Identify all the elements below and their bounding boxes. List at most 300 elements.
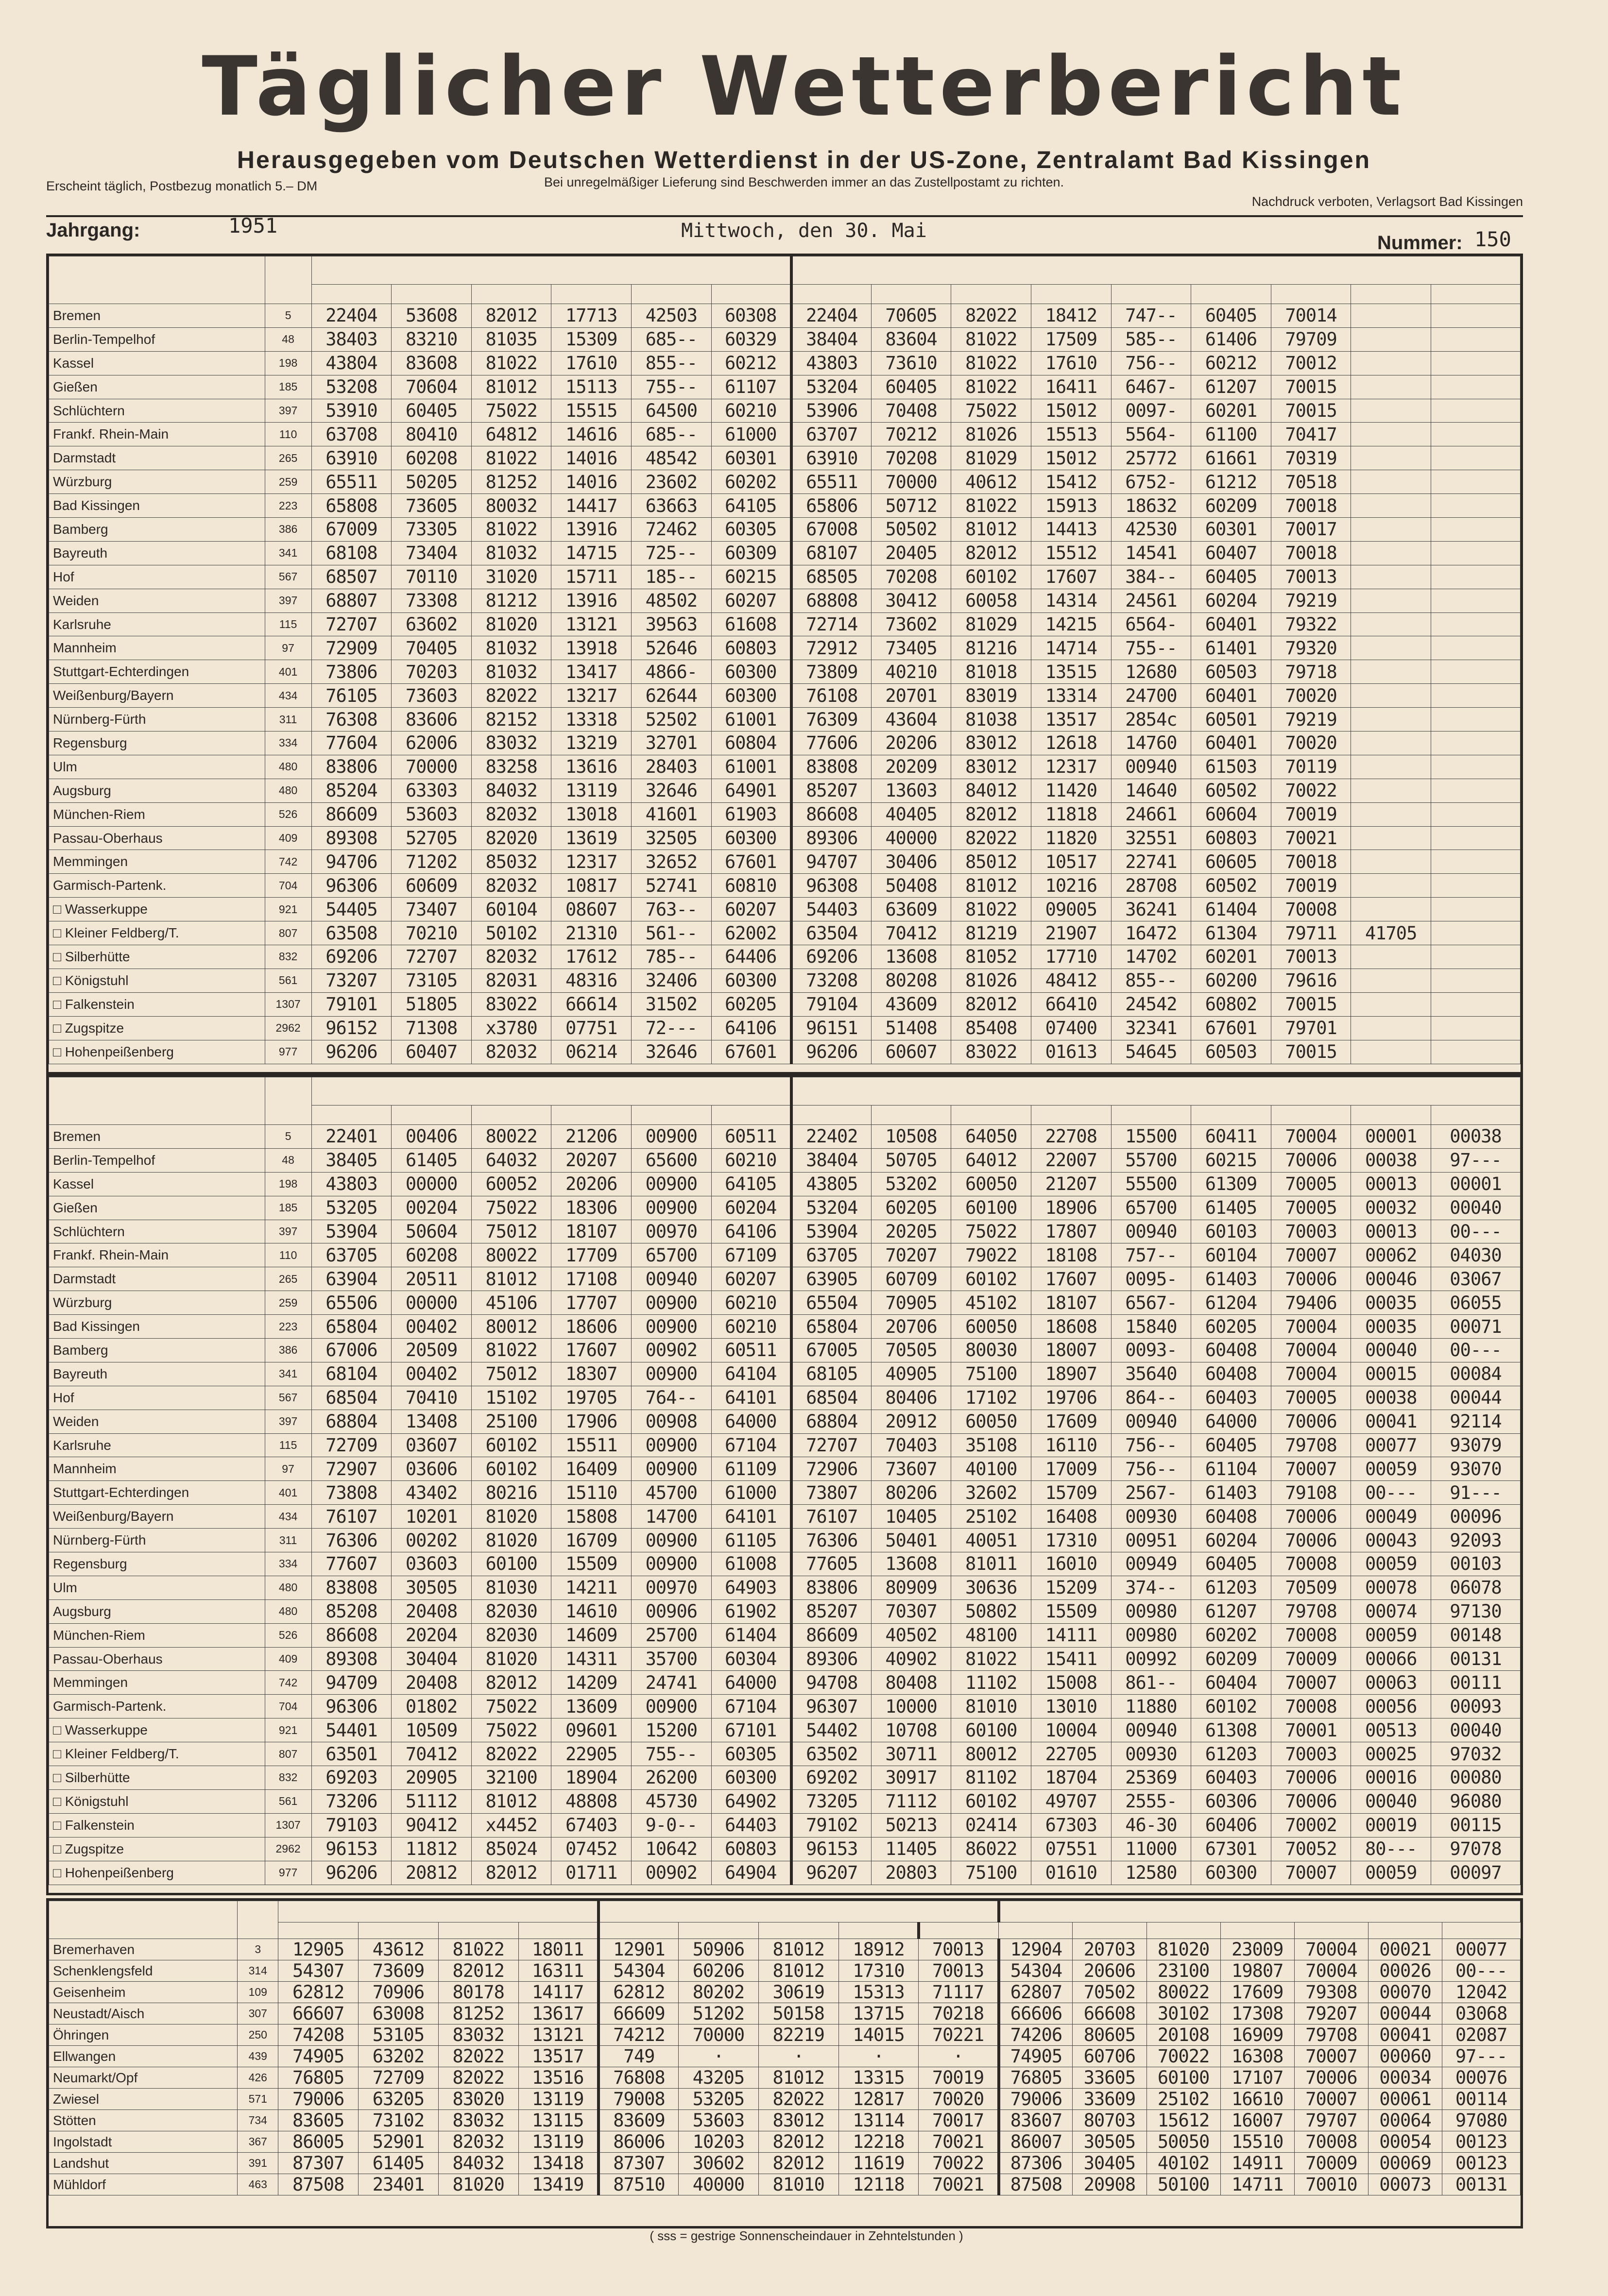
value-cell: 60401 <box>1191 684 1271 708</box>
value-cell: 855-- <box>1111 969 1191 992</box>
column-header <box>311 285 392 304</box>
value-cell <box>1351 874 1431 898</box>
value-cell: 80022 <box>1146 1982 1220 2003</box>
station-name: Bayreuth <box>49 1362 265 1386</box>
value-cell: 61406 <box>1191 327 1271 351</box>
value-cell: 00940 <box>1111 1718 1191 1742</box>
header-corner <box>49 256 265 304</box>
table-row <box>49 802 1521 826</box>
value-cell: 61107 <box>711 375 791 399</box>
station-name: Mannheim <box>49 636 265 660</box>
value-cell: 17906 <box>551 1410 632 1433</box>
value-cell: 71117 <box>919 1982 999 2003</box>
value-cell: 73308 <box>392 589 472 612</box>
value-cell: 74206 <box>999 2024 1073 2046</box>
value-cell: 21206 <box>551 1125 632 1149</box>
value-cell: 64000 <box>1191 1410 1271 1433</box>
value-cell: 14700 <box>632 1505 712 1529</box>
value-cell: 70019 <box>1271 802 1351 826</box>
value-cell: 82152 <box>471 708 551 731</box>
value-cell: 61001 <box>711 708 791 731</box>
value-cell <box>1431 850 1520 874</box>
value-cell: 82032 <box>471 1040 551 1064</box>
value-cell: 60210 <box>711 1148 791 1172</box>
value-cell: 13219 <box>551 731 632 755</box>
value-cell: 00402 <box>392 1315 472 1339</box>
station-height: 807 <box>265 921 311 945</box>
value-cell: 74212 <box>599 2024 679 2046</box>
value-cell: 64101 <box>711 1386 791 1410</box>
table-row <box>49 2153 1521 2174</box>
value-cell: 75100 <box>951 1362 1031 1386</box>
value-cell: 70013 <box>1271 565 1351 589</box>
column-header <box>1294 1922 1368 1939</box>
value-cell: 17610 <box>1031 351 1112 375</box>
value-cell: 70007 <box>1294 2046 1368 2067</box>
value-cell: 83012 <box>758 2110 838 2131</box>
value-cell: 97078 <box>1431 1837 1520 1861</box>
value-cell: 60502 <box>1191 779 1271 802</box>
value-cell: 70906 <box>359 1982 439 2003</box>
station-height: 434 <box>265 1505 311 1529</box>
value-cell: 43803 <box>791 351 872 375</box>
value-cell: 13916 <box>551 589 632 612</box>
value-cell <box>1351 423 1431 446</box>
value-cell: 61109 <box>711 1457 791 1481</box>
value-cell: 43402 <box>392 1481 472 1505</box>
value-cell: 87306 <box>999 2153 1073 2174</box>
value-cell: 60102 <box>951 565 1031 589</box>
value-cell: 20701 <box>871 684 951 708</box>
value-cell: 73807 <box>791 1481 872 1505</box>
value-cell: 28403 <box>632 755 712 779</box>
value-cell: 00402 <box>392 1362 472 1386</box>
value-cell: 80012 <box>951 1742 1031 1766</box>
value-cell: 82020 <box>471 826 551 850</box>
station-name: Frankf. Rhein-Main <box>49 423 265 446</box>
value-cell: · <box>919 2046 999 2067</box>
value-cell: 83020 <box>438 2089 518 2110</box>
station-name: Darmstadt <box>49 1267 265 1291</box>
value-cell: 14610 <box>551 1599 632 1623</box>
value-cell: 14016 <box>551 470 632 494</box>
value-cell: 13318 <box>551 708 632 731</box>
value-cell: 61403 <box>1191 1267 1271 1291</box>
value-cell: 00103 <box>1431 1552 1520 1576</box>
value-cell: 70006 <box>1271 1148 1351 1172</box>
table-row <box>49 423 1521 446</box>
station-name: Schlüchtern <box>49 399 265 423</box>
value-cell: 83608 <box>392 351 472 375</box>
column-header <box>311 1105 392 1125</box>
value-cell: 60204 <box>1191 1529 1271 1552</box>
value-cell: 00060 <box>1369 2046 1442 2067</box>
value-cell: 14015 <box>838 2024 919 2046</box>
value-cell: 61403 <box>1191 1481 1271 1505</box>
value-cell: 00930 <box>1111 1505 1191 1529</box>
table-row <box>49 636 1521 660</box>
value-cell: 20511 <box>392 1267 472 1291</box>
value-cell: 10508 <box>871 1125 951 1149</box>
value-cell: 30619 <box>758 1982 838 2003</box>
footer-note: ( sss = gestrige Sonnenscheindauer in Zehntelstunden ) <box>650 2228 963 2243</box>
value-cell: 00951 <box>1111 1529 1191 1552</box>
value-cell: 79104 <box>791 992 872 1016</box>
value-cell: 15808 <box>551 1505 632 1529</box>
value-cell: 01610 <box>1031 1861 1112 1885</box>
header-title-1 <box>278 1901 599 1922</box>
value-cell: 81029 <box>951 612 1031 636</box>
station-height: 742 <box>265 850 311 874</box>
value-cell: 82012 <box>951 541 1031 565</box>
value-cell: 00049 <box>1351 1505 1431 1529</box>
value-cell: 64050 <box>951 1125 1031 1149</box>
nummer-value: 150 <box>1474 227 1511 251</box>
value-cell: 52741 <box>632 874 712 898</box>
value-cell: · <box>838 2046 919 2067</box>
value-cell: 00059 <box>1351 1552 1431 1576</box>
value-cell: 68107 <box>791 541 872 565</box>
value-cell: 15913 <box>1031 494 1112 518</box>
value-cell: 54304 <box>599 1960 679 1982</box>
value-cell: 15412 <box>1031 470 1112 494</box>
value-cell: 70015 <box>1271 375 1351 399</box>
value-cell: 20205 <box>871 1220 951 1243</box>
value-cell: 22708 <box>1031 1125 1112 1149</box>
value-cell <box>1351 518 1431 542</box>
table-row <box>49 1220 1521 1243</box>
value-cell: 80703 <box>1073 2110 1146 2131</box>
value-cell: 21207 <box>1031 1172 1112 1196</box>
station-height: 742 <box>265 1671 311 1695</box>
value-cell: 20509 <box>392 1339 472 1362</box>
station-name: Frankf. Rhein-Main <box>49 1243 265 1267</box>
value-cell: 70005 <box>1271 1172 1351 1196</box>
table-row <box>49 1315 1521 1339</box>
value-cell: 60052 <box>471 1172 551 1196</box>
value-cell: 71308 <box>392 1016 472 1040</box>
value-cell: 60301 <box>1191 518 1271 542</box>
station-height: 97 <box>265 1457 311 1481</box>
value-cell: 72906 <box>791 1457 872 1481</box>
value-cell: 15509 <box>551 1552 632 1576</box>
value-cell: 13115 <box>518 2110 599 2131</box>
value-cell <box>1431 755 1520 779</box>
value-cell: 50050 <box>1146 2131 1220 2153</box>
value-cell <box>1351 351 1431 375</box>
value-cell: 50502 <box>871 518 951 542</box>
value-cell: 30102 <box>1146 2003 1220 2024</box>
value-cell: 68505 <box>791 565 872 589</box>
value-cell: 67403 <box>551 1813 632 1837</box>
station-name: □ Hohenpeißenberg <box>49 1040 265 1064</box>
value-cell: 61661 <box>1191 446 1271 470</box>
value-cell: 63602 <box>392 612 472 636</box>
value-cell: 13018 <box>551 802 632 826</box>
value-cell: 70518 <box>1271 470 1351 494</box>
value-cell: 64903 <box>711 1576 791 1599</box>
value-cell: 10817 <box>551 874 632 898</box>
value-cell: 70020 <box>1271 684 1351 708</box>
value-cell: 73207 <box>311 969 392 992</box>
value-cell: 70203 <box>392 660 472 684</box>
value-cell: 65511 <box>311 470 392 494</box>
value-cell: 16408 <box>1031 1505 1112 1529</box>
value-cell: 2567- <box>1111 1481 1191 1505</box>
value-cell: 00115 <box>1431 1813 1520 1837</box>
value-cell: 68807 <box>311 589 392 612</box>
value-cell: 83605 <box>278 2110 359 2131</box>
value-cell: 60215 <box>1191 1148 1271 1172</box>
value-cell <box>1351 969 1431 992</box>
value-cell: 82022 <box>951 826 1031 850</box>
value-cell: 82032 <box>471 945 551 969</box>
value-cell: 73206 <box>311 1789 392 1813</box>
value-cell: 67109 <box>711 1243 791 1267</box>
table-row <box>49 1481 1521 1505</box>
value-cell: 32646 <box>632 1040 712 1064</box>
value-cell: 00016 <box>1351 1766 1431 1790</box>
value-cell: 00069 <box>1369 2153 1442 2174</box>
value-cell: 63705 <box>791 1243 872 1267</box>
value-cell: 60306 <box>1191 1789 1271 1813</box>
value-cell: 70502 <box>1073 1982 1146 2003</box>
value-cell: 77605 <box>791 1552 872 1576</box>
value-cell: 81102 <box>951 1766 1031 1790</box>
table-row <box>49 1576 1521 1599</box>
value-cell: 00906 <box>632 1599 712 1623</box>
column-header <box>951 1105 1031 1125</box>
value-cell: 09005 <box>1031 898 1112 921</box>
value-cell: 60709 <box>871 1267 951 1291</box>
value-cell: 32551 <box>1111 826 1191 850</box>
value-cell: 61503 <box>1191 755 1271 779</box>
column-header <box>359 1922 439 1939</box>
value-cell: 60511 <box>711 1339 791 1362</box>
value-cell <box>1351 826 1431 850</box>
table-row <box>49 921 1521 945</box>
value-cell <box>1351 327 1431 351</box>
value-cell: 40051 <box>951 1529 1031 1552</box>
value-cell <box>1431 708 1520 731</box>
value-cell: 60205 <box>1191 1315 1271 1339</box>
value-cell: 74208 <box>278 2024 359 2046</box>
value-cell: 18307 <box>551 1362 632 1386</box>
value-cell: 03606 <box>392 1457 472 1481</box>
station-height: 397 <box>265 589 311 612</box>
station-name: Zwiesel <box>49 2089 238 2110</box>
column-header <box>1271 285 1351 304</box>
value-cell: 61308 <box>1191 1718 1271 1742</box>
value-cell: 69203 <box>311 1766 392 1790</box>
column-header <box>679 1922 759 1939</box>
value-cell: 70007 <box>1271 1243 1351 1267</box>
newspaper-title: Täglicher Wetterbericht <box>202 39 1406 134</box>
value-cell: 18632 <box>1111 494 1191 518</box>
value-cell: 764-- <box>632 1386 712 1410</box>
value-cell: 53204 <box>791 1196 872 1220</box>
value-cell: 70003 <box>1271 1742 1351 1766</box>
value-cell: 60300 <box>711 684 791 708</box>
value-cell: 73806 <box>311 660 392 684</box>
value-cell: 00013 <box>1351 1172 1431 1196</box>
value-cell: 86609 <box>311 802 392 826</box>
value-cell <box>1351 731 1431 755</box>
value-cell: 76805 <box>999 2067 1073 2089</box>
value-cell: 70015 <box>1271 1040 1351 1064</box>
value-cell: 61105 <box>711 1529 791 1552</box>
header-hoehe <box>265 1077 311 1125</box>
header-left-title <box>311 256 791 285</box>
value-cell: 86608 <box>791 802 872 826</box>
table-row <box>49 1939 1521 1960</box>
value-cell: 72907 <box>311 1457 392 1481</box>
value-cell: 15840 <box>1111 1315 1191 1339</box>
value-cell: 43803 <box>311 1172 392 1196</box>
value-cell: 00062 <box>1351 1243 1431 1267</box>
value-cell: 38404 <box>791 327 872 351</box>
table-row <box>49 898 1521 921</box>
value-cell: 50213 <box>871 1813 951 1837</box>
value-cell: 50408 <box>871 874 951 898</box>
value-cell: 68808 <box>791 589 872 612</box>
value-cell: 00902 <box>632 1861 712 1885</box>
station-name: Landshut <box>49 2153 238 2174</box>
station-height: 401 <box>265 1481 311 1505</box>
value-cell: 85024 <box>471 1837 551 1861</box>
station-height: 426 <box>238 2067 278 2089</box>
value-cell: 60706 <box>1073 2046 1146 2067</box>
value-cell: 20204 <box>392 1623 472 1647</box>
value-cell: 10203 <box>679 2131 759 2153</box>
value-cell: 81022 <box>471 518 551 542</box>
value-cell: 73602 <box>871 612 951 636</box>
value-cell: 12905 <box>278 1939 359 1960</box>
value-cell: 73407 <box>392 898 472 921</box>
value-cell: 60511 <box>711 1125 791 1149</box>
value-cell: 84032 <box>471 779 551 802</box>
value-cell: 73605 <box>392 494 472 518</box>
value-cell: 67601 <box>711 850 791 874</box>
value-cell: 42530 <box>1111 518 1191 542</box>
value-cell: 71112 <box>871 1789 951 1813</box>
value-cell: 16909 <box>1220 2024 1294 2046</box>
value-cell: 65700 <box>632 1243 712 1267</box>
value-cell: 14702 <box>1111 945 1191 969</box>
value-cell: 40000 <box>871 826 951 850</box>
value-cell: 12218 <box>838 2131 919 2153</box>
table-row <box>49 1386 1521 1410</box>
value-cell: 50401 <box>871 1529 951 1552</box>
column-header <box>1031 285 1112 304</box>
table-row <box>49 1291 1521 1315</box>
station-height: 307 <box>238 2003 278 2024</box>
value-cell: 61000 <box>711 1481 791 1505</box>
table-row <box>49 1813 1521 1837</box>
value-cell: 30505 <box>392 1576 472 1599</box>
value-cell: 64812 <box>471 423 551 446</box>
value-cell: 60050 <box>951 1172 1031 1196</box>
value-cell: 45106 <box>471 1291 551 1315</box>
value-cell: 48542 <box>632 446 712 470</box>
value-cell <box>1431 589 1520 612</box>
column-header <box>951 285 1031 304</box>
value-cell: 60205 <box>871 1196 951 1220</box>
value-cell: 53608 <box>392 304 472 328</box>
value-cell: 00513 <box>1351 1718 1431 1742</box>
station-height: 409 <box>265 826 311 850</box>
value-cell: 23602 <box>632 470 712 494</box>
value-cell: 03067 <box>1431 1267 1520 1291</box>
value-cell: 67301 <box>1191 1837 1271 1861</box>
table-row <box>49 1789 1521 1813</box>
value-cell: 38404 <box>791 1148 872 1172</box>
jahrgang-label: Jahrgang: <box>46 220 140 241</box>
value-cell: 60212 <box>711 351 791 375</box>
station-name: München-Riem <box>49 1623 265 1647</box>
value-cell: 15513 <box>1031 423 1112 446</box>
station-name: Bremerhaven <box>49 1939 238 1960</box>
station-height: 391 <box>238 2153 278 2174</box>
value-cell: 861-- <box>1111 1671 1191 1695</box>
column-header <box>871 285 951 304</box>
value-cell: 82022 <box>471 1742 551 1766</box>
value-cell: 14911 <box>1220 2153 1294 2174</box>
station-name: Ulm <box>49 755 265 779</box>
value-cell: 00001 <box>1431 1172 1520 1196</box>
column-header <box>278 1922 359 1939</box>
value-cell: 60208 <box>392 1243 472 1267</box>
value-cell: 79707 <box>1294 2110 1368 2131</box>
value-cell: 00001 <box>1351 1125 1431 1149</box>
value-cell: 00980 <box>1111 1623 1191 1647</box>
value-cell: 64101 <box>711 1505 791 1529</box>
value-cell: 63609 <box>871 898 951 921</box>
value-cell: 40100 <box>951 1457 1031 1481</box>
value-cell: 22402 <box>791 1125 872 1149</box>
value-cell: 60102 <box>951 1789 1031 1813</box>
value-cell: 60103 <box>1191 1220 1271 1243</box>
value-cell: 83806 <box>311 755 392 779</box>
value-cell: 81012 <box>951 874 1031 898</box>
value-cell: 16308 <box>1220 2046 1294 2067</box>
table-row <box>49 731 1521 755</box>
value-cell: 75022 <box>471 399 551 423</box>
value-cell: 00--- <box>1351 1481 1431 1505</box>
table-row <box>49 351 1521 375</box>
value-cell: 72709 <box>359 2067 439 2089</box>
value-cell: 60401 <box>1191 612 1271 636</box>
value-cell: 93070 <box>1431 1457 1520 1481</box>
value-cell: 00038 <box>1431 1125 1520 1149</box>
value-cell: 13315 <box>838 2067 919 2089</box>
value-cell: 70004 <box>1294 1939 1368 1960</box>
value-cell: 00038 <box>1351 1386 1431 1410</box>
station-name: □ Falkenstein <box>49 1813 265 1837</box>
value-cell: 14211 <box>551 1576 632 1599</box>
value-cell: 80408 <box>871 1671 951 1695</box>
station-name: Bad Kissingen <box>49 494 265 518</box>
table-row <box>49 779 1521 802</box>
value-cell: 72912 <box>791 636 872 660</box>
value-cell <box>1431 446 1520 470</box>
value-cell: 24741 <box>632 1671 712 1695</box>
value-cell: 00034 <box>1369 2067 1442 2089</box>
value-cell: 17310 <box>1031 1529 1112 1552</box>
value-cell: 50205 <box>392 470 472 494</box>
value-cell: 42503 <box>632 304 712 328</box>
value-cell: 16472 <box>1111 921 1191 945</box>
